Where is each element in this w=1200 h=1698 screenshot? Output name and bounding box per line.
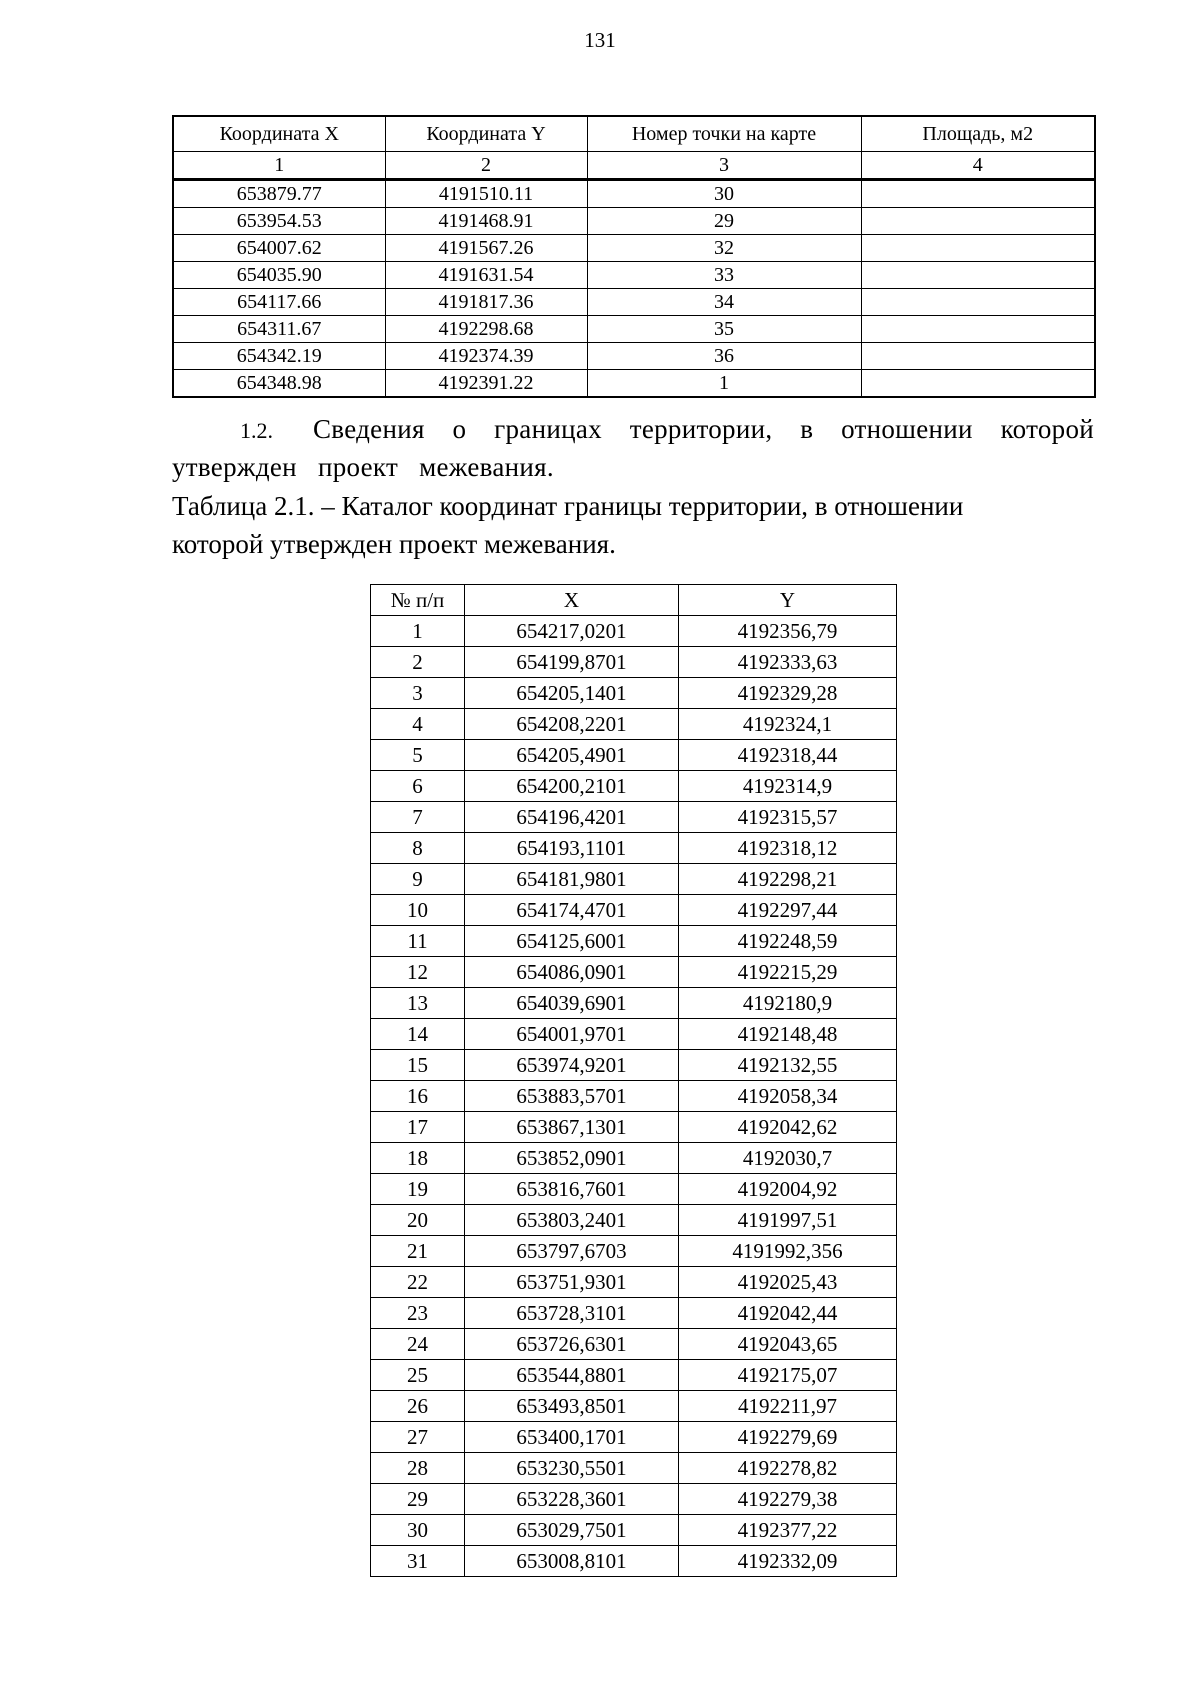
column-number-row	[173, 152, 1095, 180]
table-cell: 27	[371, 1422, 465, 1453]
table-cell: 22	[371, 1267, 465, 1298]
table-cell: 654035.90	[173, 262, 385, 289]
table-cell: 4191997,51	[679, 1205, 897, 1236]
column-number: 2	[385, 152, 587, 180]
table-row	[371, 1546, 897, 1577]
table-cell: 36	[587, 343, 861, 370]
table-cell: 4192333,63	[679, 647, 897, 678]
table-cell: 7	[371, 802, 465, 833]
table-row	[371, 1174, 897, 1205]
table-cell: 6	[371, 771, 465, 802]
table-cell: 654311.67	[173, 316, 385, 343]
table-cell: 4192248,59	[679, 926, 897, 957]
table-cell: 654125,6001	[465, 926, 679, 957]
table-cell: 4192314,9	[679, 771, 897, 802]
table-cell	[861, 343, 1095, 370]
table-cell: 653029,7501	[465, 1515, 679, 1546]
table-cell: 4192175,07	[679, 1360, 897, 1391]
table-cell: 653493,8501	[465, 1391, 679, 1422]
table-cell	[861, 180, 1095, 208]
table-cell: 23	[371, 1298, 465, 1329]
table-cell: 654086,0901	[465, 957, 679, 988]
table-cell: 16	[371, 1081, 465, 1112]
table-row	[173, 180, 1095, 208]
column-header: Номер точки на карте	[587, 116, 861, 152]
table-cell: 4192004,92	[679, 1174, 897, 1205]
table-cell: 11	[371, 926, 465, 957]
catalog-header-row	[371, 585, 897, 616]
table-cell: 4192279,69	[679, 1422, 897, 1453]
table-cell: 4192043,65	[679, 1329, 897, 1360]
table-cell: 5	[371, 740, 465, 771]
coordinates-table	[172, 115, 1096, 398]
column-header: Координата Y	[385, 116, 587, 152]
table-cell: 654348.98	[173, 370, 385, 398]
table-cell: 4192297,44	[679, 895, 897, 926]
table-cell: 4192215,29	[679, 957, 897, 988]
table-cell: 654217,0201	[465, 616, 679, 647]
table-cell: 14	[371, 1019, 465, 1050]
column-header: № п/п	[371, 585, 465, 616]
table-cell: 4192279,38	[679, 1484, 897, 1515]
table-row	[371, 802, 897, 833]
table-cell: 4192211,97	[679, 1391, 897, 1422]
table-cell: 35	[587, 316, 861, 343]
table-cell: 4191817.36	[385, 289, 587, 316]
table-row	[371, 740, 897, 771]
table-cell: 4192332,09	[679, 1546, 897, 1577]
table-cell	[861, 289, 1095, 316]
table-cell: 653228,3601	[465, 1484, 679, 1515]
table-cell: 654205,4901	[465, 740, 679, 771]
table-row	[371, 1329, 897, 1360]
table-row	[371, 988, 897, 1019]
table-cell: 654205,1401	[465, 678, 679, 709]
table-cell: 654181,9801	[465, 864, 679, 895]
table-cell: 653008,8101	[465, 1546, 679, 1577]
table-cell	[861, 370, 1095, 398]
table-row	[371, 1298, 897, 1329]
table-cell: 21	[371, 1236, 465, 1267]
table-cell: 33	[587, 262, 861, 289]
table-cell: 32	[587, 235, 861, 262]
table-cell: 653400,1701	[465, 1422, 679, 1453]
table-row	[371, 678, 897, 709]
table-cell: 4191468.91	[385, 208, 587, 235]
table-cell: 4192391.22	[385, 370, 587, 398]
table-caption: Таблица 2.1. – Каталог координат границы территории, в отношении которой утвержден проект межевания.	[172, 491, 964, 559]
table-row	[173, 262, 1095, 289]
table-row	[371, 1081, 897, 1112]
table-cell: 654196,4201	[465, 802, 679, 833]
table-cell: 15	[371, 1050, 465, 1081]
table-cell: 4192298.68	[385, 316, 587, 343]
table-row	[371, 1422, 897, 1453]
catalog-table-body	[371, 616, 897, 1577]
table-row	[371, 709, 897, 740]
table-cell: 4191631.54	[385, 262, 587, 289]
table-row	[371, 864, 897, 895]
table-cell: 31	[371, 1546, 465, 1577]
column-header: Координата X	[173, 116, 385, 152]
table-cell: 653816,7601	[465, 1174, 679, 1205]
table-cell: 654039,6901	[465, 988, 679, 1019]
table-row	[371, 1360, 897, 1391]
column-header: Площадь, м2	[861, 116, 1095, 152]
table-cell: 653974,9201	[465, 1050, 679, 1081]
table-cell: 653803,2401	[465, 1205, 679, 1236]
table-row	[371, 1515, 897, 1546]
table-cell: 654117.66	[173, 289, 385, 316]
table-row	[371, 1019, 897, 1050]
table-cell: 1	[371, 616, 465, 647]
table-cell: 653852,0901	[465, 1143, 679, 1174]
table-cell: 2	[371, 647, 465, 678]
table-cell: 653751,9301	[465, 1267, 679, 1298]
table-row	[371, 895, 897, 926]
table-cell	[861, 316, 1095, 343]
table-cell: 17	[371, 1112, 465, 1143]
column-number: 1	[173, 152, 385, 180]
table-cell: 10	[371, 895, 465, 926]
coordinates-table-body	[173, 180, 1095, 398]
table-cell: 653230,5501	[465, 1453, 679, 1484]
table-cell: 654200,2101	[465, 771, 679, 802]
table-row	[371, 771, 897, 802]
table-row	[371, 1143, 897, 1174]
table-cell: 654174,4701	[465, 895, 679, 926]
table-row	[173, 316, 1095, 343]
table-cell: 4192318,12	[679, 833, 897, 864]
table-cell: 4192148,48	[679, 1019, 897, 1050]
table-cell: 653867,1301	[465, 1112, 679, 1143]
table-cell: 29	[371, 1484, 465, 1515]
coordinate-catalog-table	[370, 584, 897, 1577]
table-cell: 654342.19	[173, 343, 385, 370]
table-cell: 30	[371, 1515, 465, 1546]
table-cell: 4192324,1	[679, 709, 897, 740]
column-number: 4	[861, 152, 1095, 180]
table-cell: 20	[371, 1205, 465, 1236]
table-row	[371, 1236, 897, 1267]
table-cell: 4191510.11	[385, 180, 587, 208]
table-cell: 13	[371, 988, 465, 1019]
table-cell: 4192180,9	[679, 988, 897, 1019]
table-row	[371, 1205, 897, 1236]
column-number: 3	[587, 152, 861, 180]
section-number: 1.2.	[240, 418, 273, 443]
table-cell: 4192315,57	[679, 802, 897, 833]
table-row	[173, 343, 1095, 370]
table-cell	[861, 235, 1095, 262]
column-header: X	[465, 585, 679, 616]
table-cell: 30	[587, 180, 861, 208]
page-number: 131	[584, 28, 616, 52]
table-cell: 4192377,22	[679, 1515, 897, 1546]
table-cell: 4192298,21	[679, 864, 897, 895]
table-cell: 34	[587, 289, 861, 316]
table-cell: 4191992,356	[679, 1236, 897, 1267]
table-cell: 654199,8701	[465, 647, 679, 678]
table-row	[173, 370, 1095, 398]
table-row	[371, 1391, 897, 1422]
table-row	[371, 1453, 897, 1484]
table-cell: 19	[371, 1174, 465, 1205]
table-cell: 12	[371, 957, 465, 988]
table-cell: 653954.53	[173, 208, 385, 235]
table-cell: 653879.77	[173, 180, 385, 208]
table-cell: 4191567.26	[385, 235, 587, 262]
table-cell: 4192329,28	[679, 678, 897, 709]
coordinates-table-header-row	[173, 116, 1095, 152]
table-cell: 654007.62	[173, 235, 385, 262]
table-cell: 28	[371, 1453, 465, 1484]
table-cell: 4192278,82	[679, 1453, 897, 1484]
table-cell: 654001,9701	[465, 1019, 679, 1050]
table-cell: 4192356,79	[679, 616, 897, 647]
table-cell: 24	[371, 1329, 465, 1360]
table-cell: 29	[587, 208, 861, 235]
table-cell: 653544,8801	[465, 1360, 679, 1391]
table-cell: 4192042,44	[679, 1298, 897, 1329]
table-row	[371, 926, 897, 957]
column-header: Y	[679, 585, 897, 616]
table-cell: 25	[371, 1360, 465, 1391]
table-cell: 18	[371, 1143, 465, 1174]
table-cell: 4192318,44	[679, 740, 897, 771]
table-cell: 4192025,43	[679, 1267, 897, 1298]
section-text: Сведения о границах территории, в отношении которой утвержден проект межевания.	[172, 414, 1094, 482]
table-cell: 653726,6301	[465, 1329, 679, 1360]
table-cell: 4192374.39	[385, 343, 587, 370]
table-cell: 654208,2201	[465, 709, 679, 740]
table-cell: 653883,5701	[465, 1081, 679, 1112]
table-cell: 653728,3101	[465, 1298, 679, 1329]
table-row	[371, 833, 897, 864]
table-row	[371, 957, 897, 988]
table-row	[173, 289, 1095, 316]
table-row	[371, 616, 897, 647]
table-cell: 4192058,34	[679, 1081, 897, 1112]
table-cell: 4192030,7	[679, 1143, 897, 1174]
table-row	[173, 235, 1095, 262]
table-cell	[861, 208, 1095, 235]
table-cell: 26	[371, 1391, 465, 1422]
section-heading	[172, 411, 1094, 485]
table-row	[371, 1484, 897, 1515]
table-cell: 9	[371, 864, 465, 895]
table-row	[371, 1267, 897, 1298]
table-row	[371, 647, 897, 678]
table-row	[371, 1050, 897, 1081]
table-cell: 1	[587, 370, 861, 398]
table-cell: 4192132,55	[679, 1050, 897, 1081]
table-cell: 654193,1101	[465, 833, 679, 864]
table-cell: 653797,6703	[465, 1236, 679, 1267]
table-cell: 8	[371, 833, 465, 864]
table-cell: 4	[371, 709, 465, 740]
table-cell: 3	[371, 678, 465, 709]
table-row	[173, 208, 1095, 235]
table-row	[371, 1112, 897, 1143]
table-cell: 4192042,62	[679, 1112, 897, 1143]
table-cell	[861, 262, 1095, 289]
